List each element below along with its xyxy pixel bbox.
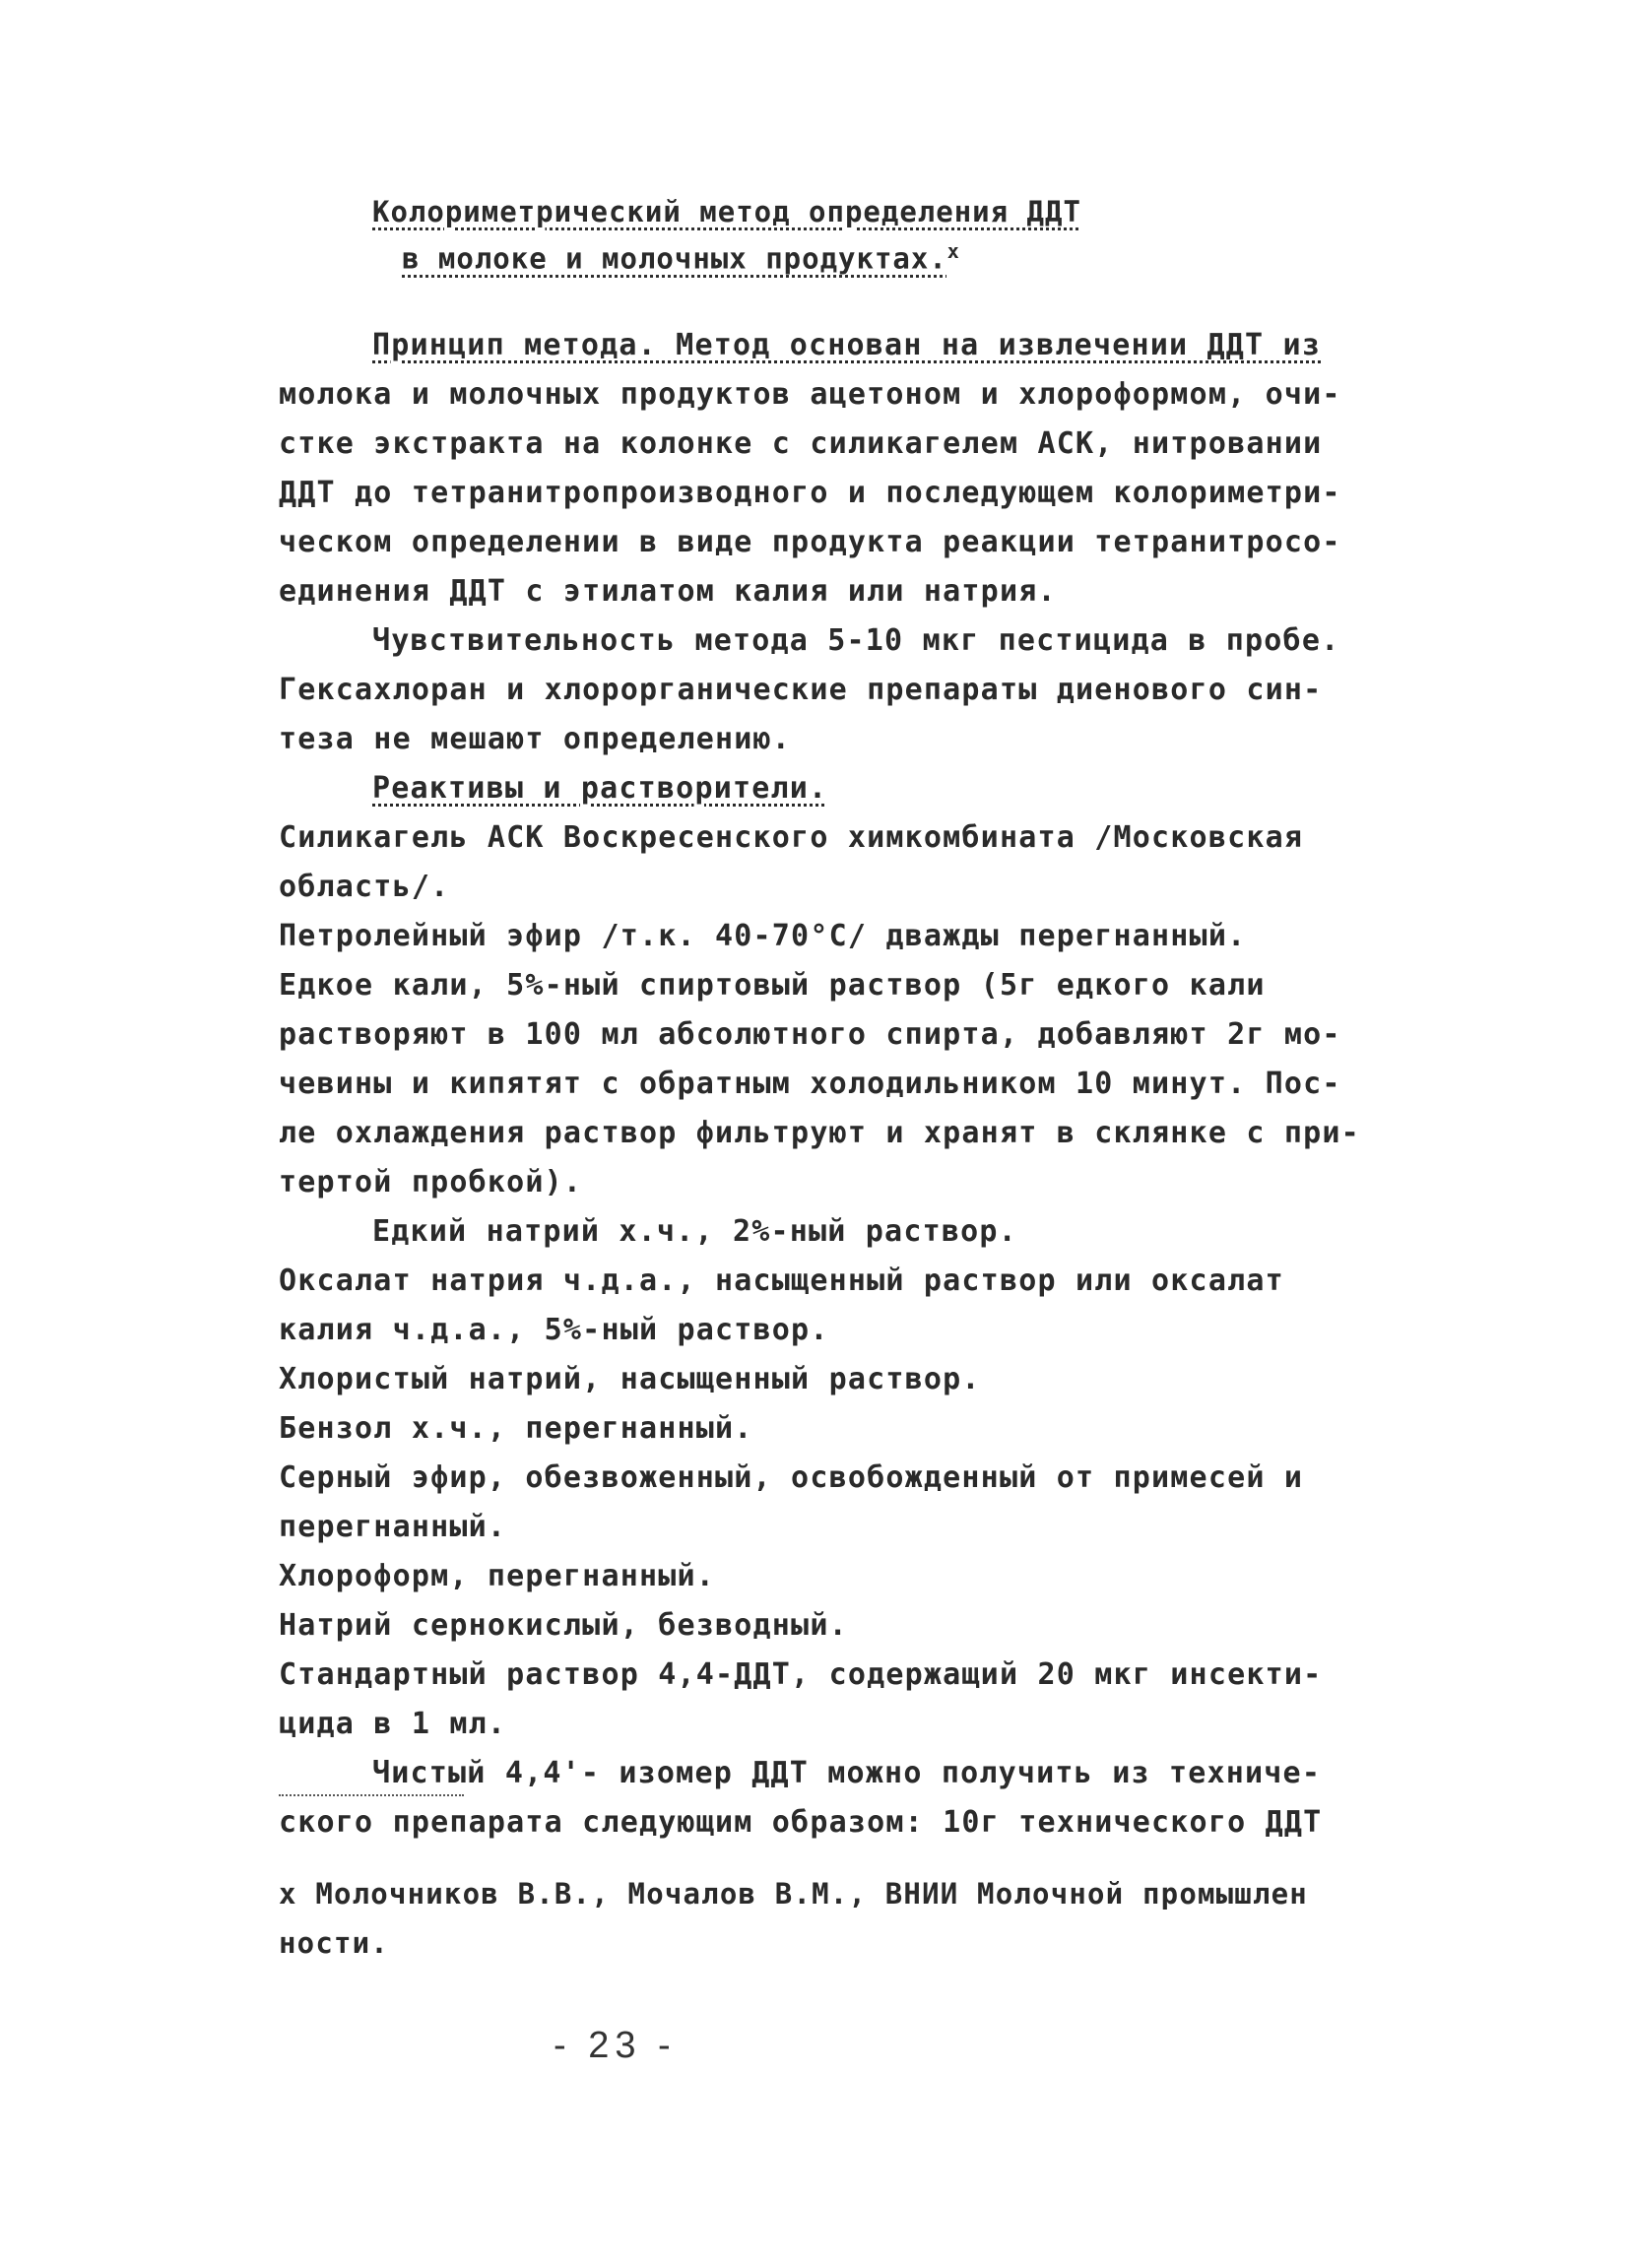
- body-line: Стандартный раствор 4,4-ДДТ, содержащий 20 мкг инсекти-: [279, 1657, 1323, 1692]
- body-line: ле охлаждения раствор фильтруют и хранят в склянке с при-: [279, 1116, 1360, 1150]
- body-line: стке экстракта на колонке с силикагелем АСК, нитровании: [279, 426, 1323, 461]
- body-line: Чувствительность метода 5-10 мкг пестицида в пробе.: [372, 623, 1340, 658]
- title-line2-text: в молоке и молочных продуктах.: [402, 241, 947, 276]
- body-line: теза не мешают определению.: [279, 722, 792, 756]
- document-title-line2: [402, 239, 1387, 276]
- body-line: цида в 1 мл.: [279, 1707, 507, 1741]
- footnote-line1: х Молочников В.В., Мочалов В.М., ВНИИ Молочной промышлен: [279, 1877, 1308, 1911]
- body-line: область/.: [279, 870, 450, 904]
- body-line: Бензол х.ч., перегнанный.: [279, 1411, 753, 1446]
- body-line: Едкое кали, 5%-ный спиртовый раствор (5г едкого кали: [279, 968, 1266, 1003]
- footnote-divider: [279, 1794, 464, 1796]
- body-line: ческом определении в виде продукта реакции тетранитросо-: [279, 525, 1341, 559]
- page-number: - 23 -: [554, 2025, 677, 2066]
- body-line: ского препарата следующим образом: 10г технического ДДТ: [279, 1805, 1323, 1840]
- body-line: [372, 328, 1322, 362]
- body-line: Чистый 4,4'- изомер ДДТ можно получить из техниче-: [372, 1756, 1322, 1790]
- body-line: калия ч.д.а., 5%-ный раствор.: [279, 1313, 829, 1347]
- body-line: чевины и кипятят с обратным холодильником 10 минут. Пос-: [279, 1067, 1341, 1101]
- body-line: ДДТ до тетранитропроизводного и последующем колориметри-: [279, 476, 1341, 510]
- body-line: Хлороформ, перегнанный.: [279, 1559, 716, 1593]
- title-footnote-mark: х: [946, 239, 960, 263]
- footnote-line2: ности.: [279, 1926, 389, 1960]
- body-line: Хлористый натрий, насыщенный раствор.: [279, 1362, 981, 1396]
- document-title-line1: Колориметрический метод определения ДДТ: [372, 195, 1081, 228]
- body-line: растворяют в 100 мл абсолютного спирта, добавляют 2г мо-: [279, 1017, 1341, 1052]
- body-line: Натрий сернокислый, безводный.: [279, 1608, 848, 1643]
- body-line: Силикагель АСК Воскресенского химкомбината /Московская: [279, 820, 1304, 855]
- body-line: Оксалат натрия ч.д.а., насыщенный раствор или оксалат: [279, 1264, 1284, 1298]
- section-heading-reagents: Реактивы и растворители.: [372, 771, 828, 806]
- body-line: Серный эфир, обезвоженный, освобожденный от примесей и: [279, 1460, 1304, 1495]
- section-heading-principle: Принцип метода. Метод основан на извлечении ДДТ из: [372, 328, 1322, 362]
- body-line: Едкий натрий х.ч., 2%-ный раствор.: [372, 1214, 1017, 1249]
- body-line: молока и молочных продуктов ацетоном и хлороформом, очи-: [279, 377, 1341, 412]
- body-line: единения ДДТ с этилатом калия или натрия.: [279, 574, 1057, 609]
- body-line: Гексахлоран и хлорорганические препараты диенового син-: [279, 673, 1323, 707]
- body-line: тертой пробкой).: [279, 1165, 583, 1199]
- body-line: перегнанный.: [279, 1510, 507, 1544]
- body-line: Петролейный эфир /т.к. 40-70°С/ дважды перегнанный.: [279, 919, 1247, 953]
- body-line: [372, 771, 828, 806]
